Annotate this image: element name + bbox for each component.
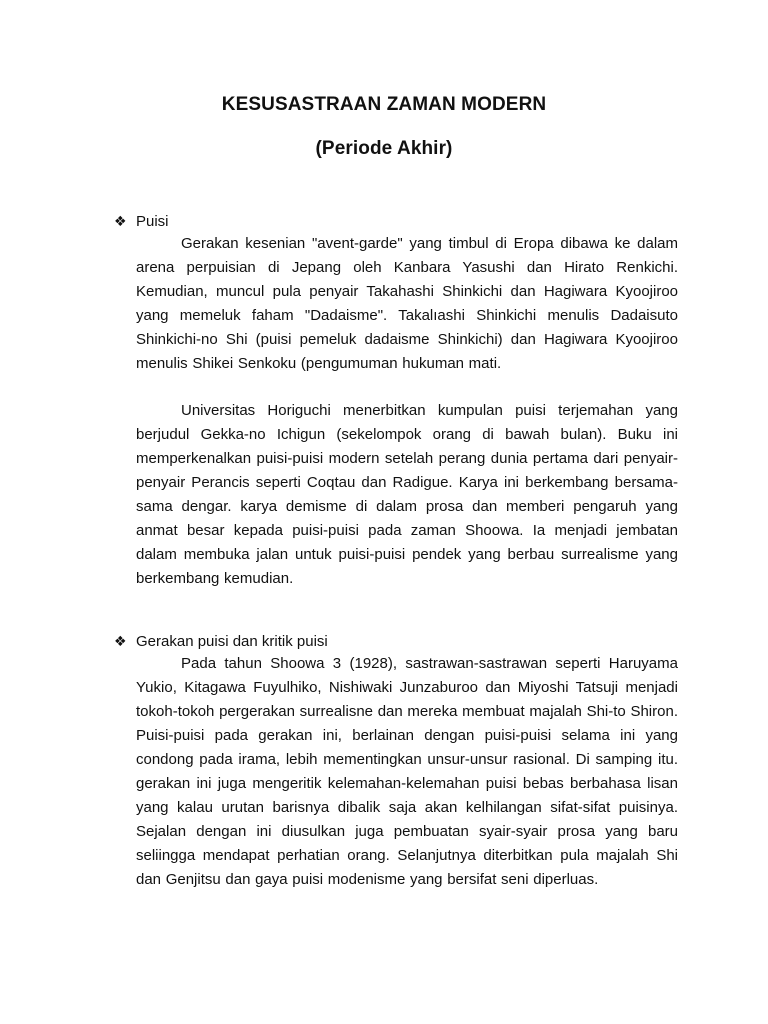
diamond-bullet-icon: ❖ [114,213,127,229]
paragraph: Gerakan kesenian "avent-garde" yang timbul di Eropa dibawa ke dalam arena perpuisian di Jepang oleh Kanbara Yasushi dan Hirato Renkichi. Kemudian, muncul pula penyair Takahashi Shinkichi dan Hagiwara Kyoojiroo yang memeluk faham "Dadaisme". Takalıashi Shinkichi menulis Dadaisuto Shinkichi-no Shi (puisi pemeluk dadaisme Shinkichi) dan Hagiwara Kyoojiroo menulis Shikei Senkoku (pengumuman hukuman mati. [136,235,678,372]
section-gerakan-puisi [114,630,678,892]
document-subtitle: (Periode Akhir) [315,138,453,159]
diamond-bullet-icon: ❖ [114,633,127,649]
paragraph: Universitas Horiguchi menerbitkan kumpulan puisi terjemahan yang berjudul Gekka-no Ichigun (sekelompok orang di bawah bulan). Buku ini memperkenalkan puisi-puisi modern setelah perang dunia pertama dari penyair-penyair Perancis seperti Coqtau dan Radigue. Karya ini berkembang bersama-sama dengar. karya demisme di dalam prosa dan memberi pengaruh yang anmat besar kepada puisi-puisi pada zaman Shoowa. Ia menjadi jembatan dalam membuka jalan untuk puisi-puisi pendek yang berbau surrealisme yang berkembang kemudian. [136,402,678,587]
section-heading: Puisi [136,212,169,230]
paragraph-spacer [114,376,678,399]
paragraph: Pada tahun Shoowa 3 (1928), sastrawan-sastrawan seperti Haruyama Yukio, Kitagawa Fuyulhiko, Nishiwaki Junzaburoo dan Miyoshi Tatsuji menjadi tokoh-tokoh pergerakan surrealisne dan mereka membuat majalah Shi-to Shiron. Puisi-puisi pada gerakan ini, berlainan dengan puisi-puisi selama ini yang condong pada irama, lebih mementingkan unsur-unsur rasional. Di samping itu. gerakan ini juga mengeritik kelemahan-kelemahan puisi bebas berbahasa lisan yang kalau urutan barisnya dibalik saja akan kelhilangan sifat-sifat puisinya. Sejalan dengan ini diusulkan juga pembuatan syair-syair prosa yang baru seliingga mendapat perhatian orang. Selanjutnya diterbitkan pula majalah Shi dan Genjitsu dan gaya puisi modenisme yang bersifat seni diperluas. [136,655,678,888]
document-title: KESUSASTRAAN ZAMAN MODERN [221,94,547,115]
section-heading-row [114,210,678,232]
section-heading: Gerakan puisi dan kritik puisi [136,632,328,650]
section-heading-row [114,630,678,652]
section-puisi [114,210,678,591]
